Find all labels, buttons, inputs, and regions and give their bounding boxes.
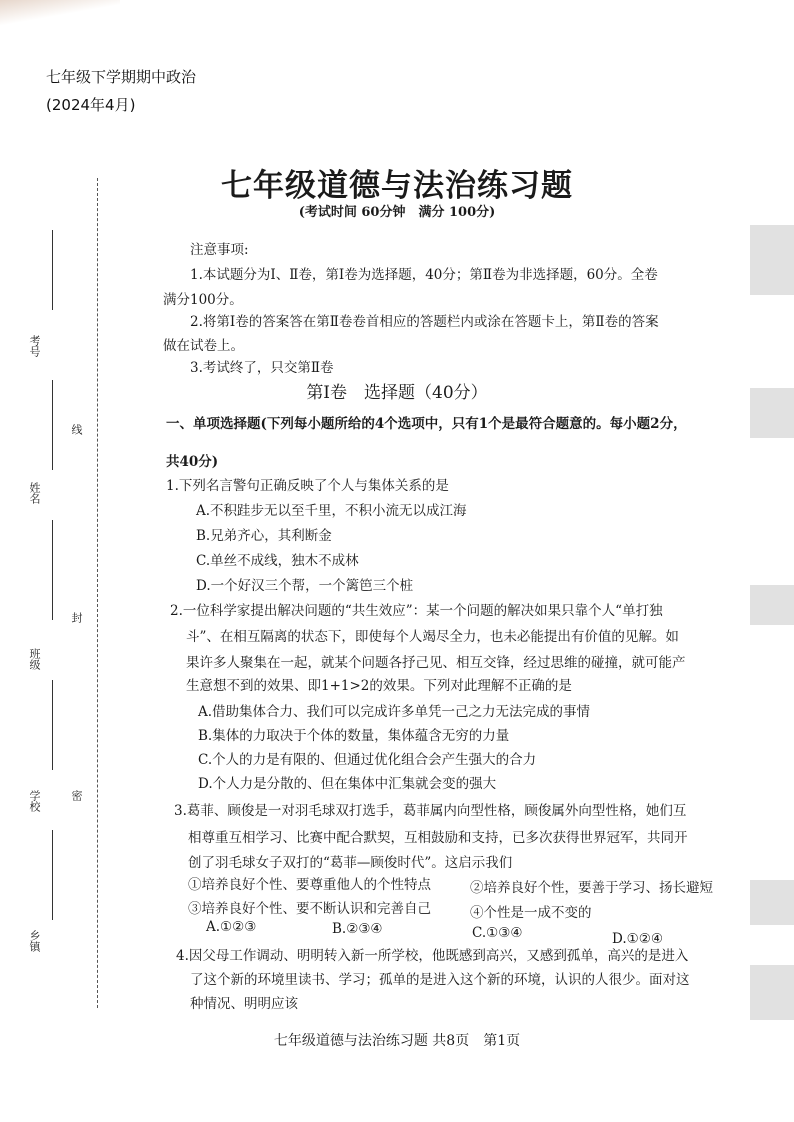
q2-stem-3: 果许多人聚集在一起，就某个问题各抒己见、相互交锋，经过思维的碰撞，就可能产 bbox=[186, 655, 686, 671]
q3-stem-2: 相尊重互相学习、比赛中配合默契，互相鼓励和支持，已多次获得世界冠军，共同开 bbox=[188, 830, 688, 846]
q2-stem-4: 生意想不到的效果、即1+1>2的效果。下列对此理解不正确的是 bbox=[186, 678, 572, 694]
header-course: 七年级下学期期中政治 bbox=[46, 68, 197, 86]
q2-stem-1: 2.一位科学家提出解决问题的“共生效应”：某一个问题的解决如果只靠个人“单打独 bbox=[170, 603, 663, 619]
margin-label-exam-number: 考号 bbox=[28, 335, 41, 357]
note-2-cont: 做在试卷上。 bbox=[163, 338, 244, 354]
field-underline bbox=[52, 230, 53, 310]
q2-stem-2: 斗”、在相互隔离的状态下，即使每个人竭尽全力，也未必能提出有价值的见解。如 bbox=[186, 629, 679, 645]
q3-stem-3: 创了羽毛球女子双打的“葛菲—顾俊时代”。这启示我们 bbox=[188, 855, 513, 871]
scan-edge-shadow bbox=[750, 585, 794, 625]
q3-statement-1: ①培养良好个性、要尊重他人的个性特点 bbox=[188, 877, 431, 893]
q1-option-d: D.一个好汉三个帮，一个篱笆三个桩 bbox=[196, 578, 414, 594]
margin-label-secret: 密 bbox=[70, 790, 83, 801]
scan-edge-shadow bbox=[750, 965, 794, 1020]
q3-statement-4: ④个性是一成不变的 bbox=[470, 905, 592, 921]
q1-option-a: A.不积跬步无以至千里，不积小流无以成江海 bbox=[196, 503, 467, 519]
margin-label-school: 学校 bbox=[28, 790, 41, 812]
q4-stem-3: 种情况、明明应该 bbox=[190, 996, 298, 1012]
q4-stem-1: 4.因父母工作调动、明明转入新一所学校，他既感到高兴，又感到孤单，高兴的是进入 bbox=[176, 948, 689, 964]
margin-label-line: 线 bbox=[70, 424, 83, 435]
q1-option-c: C.单丝不成线，独木不成林 bbox=[196, 553, 359, 569]
exam-subtitle: (考试时间 60分钟 满分 100分) bbox=[298, 205, 496, 220]
q1-option-b: B.兄弟齐心，其利断金 bbox=[196, 528, 332, 544]
scan-corner-shadow bbox=[0, 0, 120, 26]
q3-stem-1: 3.葛菲、顾俊是一对羽毛球双打选手，葛菲属内向型性格，顾俊属外向型性格，她们互 bbox=[174, 803, 687, 819]
q2-option-b: B.集体的力取决于个体的数量，集体蕴含无穷的力量 bbox=[198, 728, 510, 744]
binding-dashed-line bbox=[97, 178, 98, 1008]
exam-title: 七年级道德与法治练习题 bbox=[221, 168, 573, 204]
q3-option-b: B.②③④ bbox=[332, 921, 383, 937]
note-1-cont: 满分100分。 bbox=[163, 292, 243, 308]
q3-option-a: A.①②③ bbox=[206, 919, 257, 935]
note-1: 1.本试题分为Ⅰ、Ⅱ卷，第Ⅰ卷为选择题，40分；第Ⅱ卷为非选择题，60分。全卷 bbox=[190, 267, 658, 283]
field-underline bbox=[52, 680, 53, 770]
note-2: 2.将第Ⅰ卷的答案答在第Ⅱ卷卷首相应的答题栏内或涂在答题卡上，第Ⅱ卷的答案 bbox=[190, 314, 659, 330]
note-3: 3.考试终了，只交第Ⅱ卷 bbox=[190, 360, 334, 376]
scan-edge-shadow bbox=[750, 880, 794, 925]
q3-statement-2: ②培养良好个性，要善于学习、扬长避短 bbox=[470, 880, 713, 896]
part-heading: 一、单项选择题(下列每小题所给的4个选项中，只有1个是最符合题意的。每小题2分， bbox=[166, 416, 687, 432]
header-date: (2024年4月) bbox=[46, 96, 136, 114]
margin-label-township: 乡镇 bbox=[28, 930, 41, 952]
page-footer: 七年级道德与法治练习题 共8页 第1页 bbox=[273, 1033, 521, 1049]
margin-label-seal: 封 bbox=[70, 612, 83, 623]
part-heading-cont: 共40分) bbox=[166, 454, 219, 470]
field-underline bbox=[52, 830, 53, 920]
q3-option-c: C.①③④ bbox=[472, 925, 523, 941]
q2-option-c: C.个人的力是有限的、但通过优化组合会产生强大的合力 bbox=[198, 752, 537, 768]
margin-label-class: 班级 bbox=[28, 648, 41, 670]
field-underline bbox=[52, 520, 53, 620]
q3-option-d: D.①②④ bbox=[612, 931, 663, 947]
q4-stem-2: 了这个新的环境里读书、学习；孤单的是进入这个新的环境，认识的人很少。面对这 bbox=[190, 972, 690, 988]
q3-statement-3: ③培养良好个性、要不断认识和完善自己 bbox=[188, 901, 431, 917]
margin-label-name: 姓名 bbox=[28, 482, 41, 504]
notes-heading: 注意事项: bbox=[190, 242, 249, 258]
scan-edge-shadow bbox=[750, 225, 794, 295]
q2-option-a: A.借助集体合力、我们可以完成许多单凭一己之力无法完成的事情 bbox=[198, 704, 591, 720]
q2-option-d: D.个人力是分散的、但在集体中汇集就会变的强大 bbox=[198, 776, 497, 792]
section-title: 第Ⅰ卷 选择题（40分） bbox=[306, 383, 488, 403]
q1-stem: 1.下列名言警句正确反映了个人与集体关系的是 bbox=[166, 478, 449, 494]
